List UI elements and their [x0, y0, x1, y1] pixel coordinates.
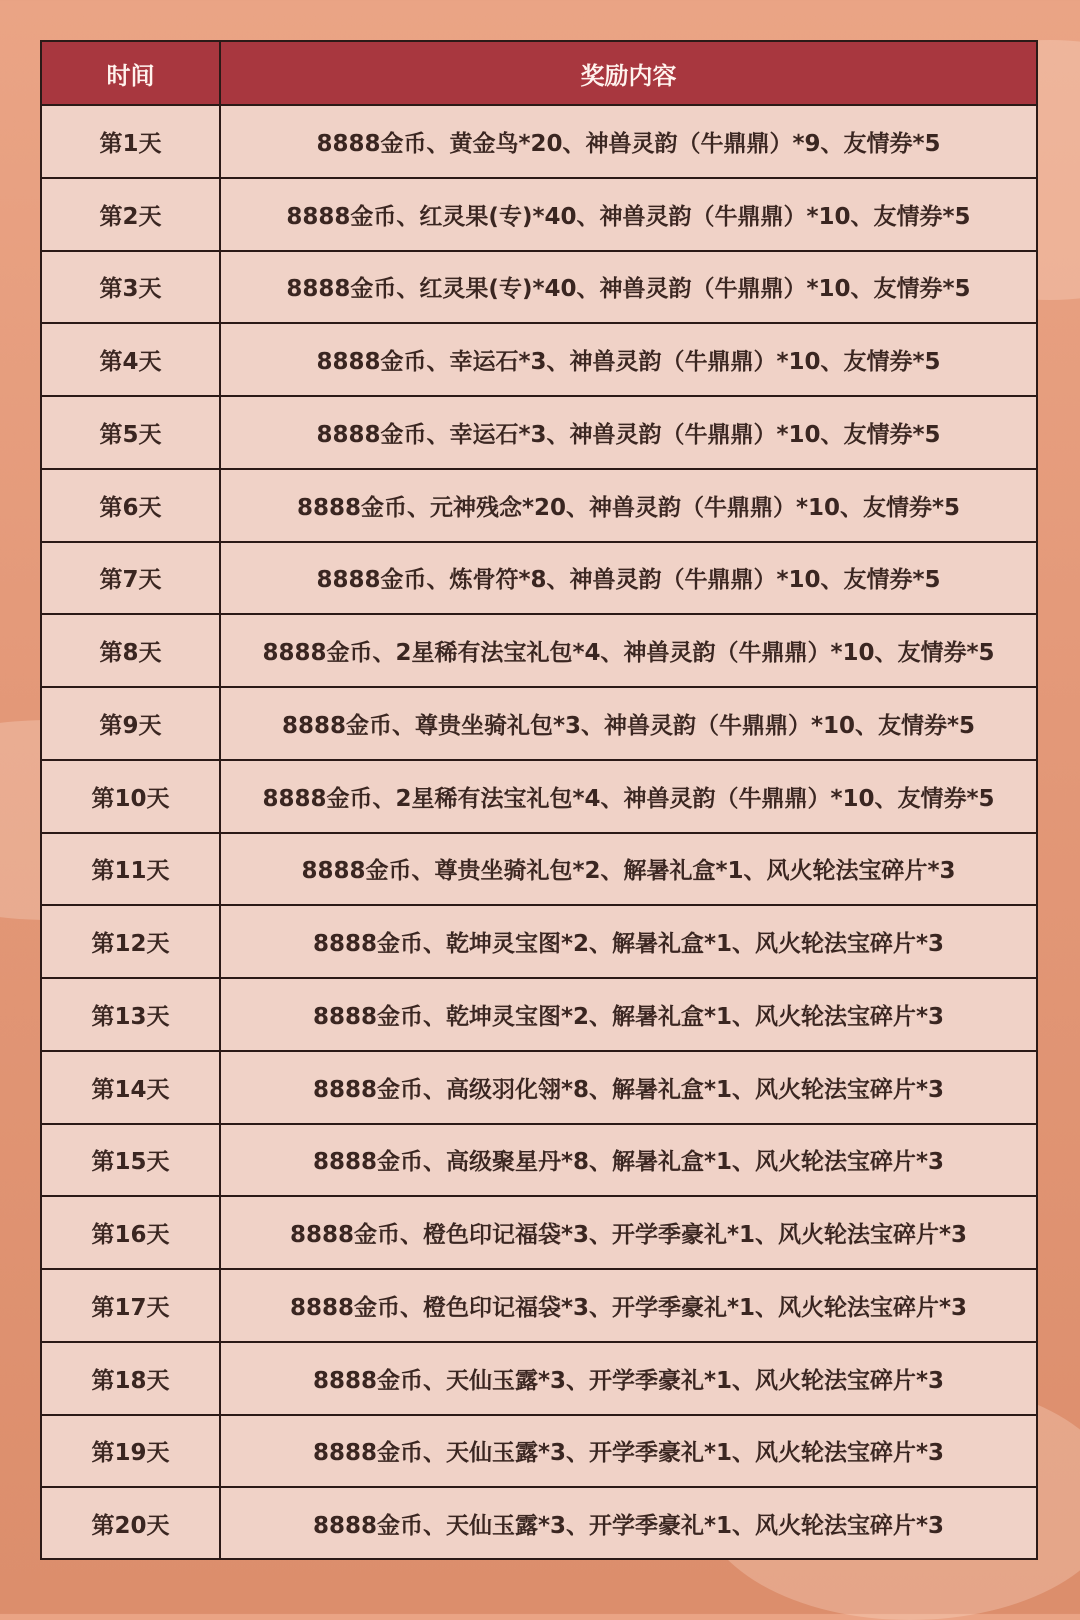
table-row [42, 251, 1036, 324]
reward-cell: 8888金币、橙色印记福袋*3、开学季豪礼*1、风火轮法宝碎片*3 [220, 1269, 1036, 1342]
reward-cell: 8888金币、红灵果(专)*40、神兽灵韵（牛鼎鼎）*10、友情券*5 [220, 178, 1036, 251]
reward-cell: 8888金币、高级聚星丹*8、解暑礼盒*1、风火轮法宝碎片*3 [220, 1124, 1036, 1197]
reward-cell: 8888金币、尊贵坐骑礼包*2、解暑礼盒*1、风火轮法宝碎片*3 [220, 833, 1036, 906]
day-cell: 第8天 [42, 614, 220, 687]
reward-cell: 8888金币、乾坤灵宝图*2、解暑礼盒*1、风火轮法宝碎片*3 [220, 905, 1036, 978]
day-cell: 第16天 [42, 1196, 220, 1269]
day-cell: 第5天 [42, 396, 220, 469]
reward-cell: 8888金币、高级羽化翎*8、解暑礼盒*1、风火轮法宝碎片*3 [220, 1051, 1036, 1124]
day-cell: 第20天 [42, 1487, 220, 1558]
header-reward: 奖励内容 [220, 42, 1036, 105]
reward-cell: 8888金币、橙色印记福袋*3、开学季豪礼*1、风火轮法宝碎片*3 [220, 1196, 1036, 1269]
day-cell: 第10天 [42, 760, 220, 833]
reward-cell: 8888金币、2星稀有法宝礼包*4、神兽灵韵（牛鼎鼎）*10、友情券*5 [220, 614, 1036, 687]
table-row [42, 1342, 1036, 1415]
day-cell: 第6天 [42, 469, 220, 542]
reward-cell: 8888金币、天仙玉露*3、开学季豪礼*1、风火轮法宝碎片*3 [220, 1342, 1036, 1415]
day-cell: 第3天 [42, 251, 220, 324]
table-row [42, 1051, 1036, 1124]
table-row [42, 323, 1036, 396]
day-cell: 第9天 [42, 687, 220, 760]
day-cell: 第1天 [42, 105, 220, 178]
table-row [42, 833, 1036, 906]
day-cell: 第12天 [42, 905, 220, 978]
table-row [42, 1124, 1036, 1197]
day-cell: 第4天 [42, 323, 220, 396]
day-cell: 第15天 [42, 1124, 220, 1197]
table-row [42, 469, 1036, 542]
day-cell: 第17天 [42, 1269, 220, 1342]
table-row [42, 1487, 1036, 1558]
table-row [42, 178, 1036, 251]
reward-cell: 8888金币、黄金鸟*20、神兽灵韵（牛鼎鼎）*9、友情券*5 [220, 105, 1036, 178]
table-row [42, 396, 1036, 469]
table-row [42, 687, 1036, 760]
reward-cell: 8888金币、尊贵坐骑礼包*3、神兽灵韵（牛鼎鼎）*10、友情券*5 [220, 687, 1036, 760]
day-cell: 第18天 [42, 1342, 220, 1415]
table-row [42, 1269, 1036, 1342]
reward-cell: 8888金币、2星稀有法宝礼包*4、神兽灵韵（牛鼎鼎）*10、友情券*5 [220, 760, 1036, 833]
day-cell: 第2天 [42, 178, 220, 251]
reward-cell: 8888金币、元神残念*20、神兽灵韵（牛鼎鼎）*10、友情券*5 [220, 469, 1036, 542]
table-row [42, 1415, 1036, 1488]
table-row [42, 760, 1036, 833]
day-cell: 第7天 [42, 542, 220, 615]
day-cell: 第19天 [42, 1415, 220, 1488]
rewards-table [42, 42, 1036, 1558]
table-row [42, 1196, 1036, 1269]
table-row [42, 542, 1036, 615]
reward-cell: 8888金币、炼骨符*8、神兽灵韵（牛鼎鼎）*10、友情券*5 [220, 542, 1036, 615]
reward-cell: 8888金币、幸运石*3、神兽灵韵（牛鼎鼎）*10、友情券*5 [220, 323, 1036, 396]
table-body [42, 105, 1036, 1558]
rewards-table-container [40, 40, 1038, 1560]
day-cell: 第11天 [42, 833, 220, 906]
reward-cell: 8888金币、天仙玉露*3、开学季豪礼*1、风火轮法宝碎片*3 [220, 1415, 1036, 1488]
header-time: 时间 [42, 42, 220, 105]
table-header-row [42, 42, 1036, 105]
day-cell: 第14天 [42, 1051, 220, 1124]
table-row [42, 105, 1036, 178]
table-row [42, 978, 1036, 1051]
reward-cell: 8888金币、幸运石*3、神兽灵韵（牛鼎鼎）*10、友情券*5 [220, 396, 1036, 469]
reward-cell: 8888金币、乾坤灵宝图*2、解暑礼盒*1、风火轮法宝碎片*3 [220, 978, 1036, 1051]
day-cell: 第13天 [42, 978, 220, 1051]
table-row [42, 905, 1036, 978]
reward-cell: 8888金币、红灵果(专)*40、神兽灵韵（牛鼎鼎）*10、友情券*5 [220, 251, 1036, 324]
reward-cell: 8888金币、天仙玉露*3、开学季豪礼*1、风火轮法宝碎片*3 [312, 1512, 945, 1539]
table-row [42, 614, 1036, 687]
